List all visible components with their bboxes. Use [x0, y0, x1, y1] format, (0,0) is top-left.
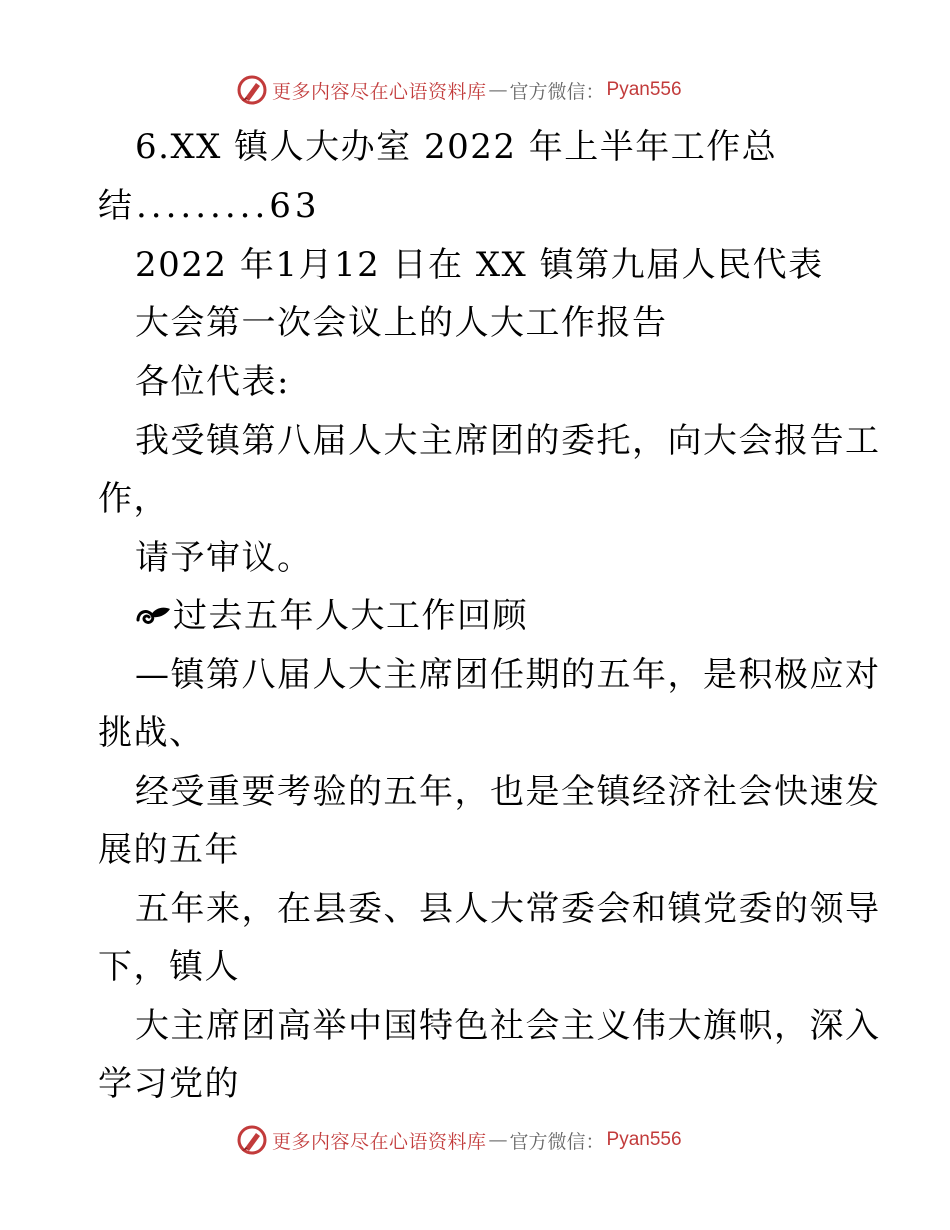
paragraph-line: 大主席团高举中国特色社会主义伟大旗帜，深入: [135, 1006, 881, 1046]
paragraph-line: —镇第八届人大主席团任期的五年，是积极应对: [135, 655, 881, 695]
footer-watermark: [236, 1122, 682, 1158]
paragraph-line: 挑战、: [98, 713, 205, 753]
toc-entry-line-1: 6.XX 镇人大办室 2022 年上半年工作总: [135, 127, 778, 167]
report-title-line-1: 2022 年1月12 日在 XX 镇第九届人民代表: [135, 245, 824, 285]
section-heading-text: 过去五年人大工作回顾: [173, 596, 528, 636]
fleuron-bullet-icon: [135, 600, 173, 630]
watermark-main-text: 更多内容尽在心语资料库: [272, 1130, 487, 1153]
watermark-main-text: 更多内容尽在心语资料库: [272, 80, 487, 103]
salutation: 各位代表:: [135, 362, 290, 402]
paragraph-line: 下，镇人: [98, 947, 240, 987]
paragraph-line: 学习党的: [98, 1064, 240, 1104]
paragraph-line: 展的五年: [98, 830, 240, 870]
paragraph-line: 五年来，在县委、县人大常委会和镇党委的领导: [135, 889, 881, 929]
watermark-account: Pyan556: [606, 1129, 682, 1150]
watermark-dash: —: [488, 79, 508, 101]
header-watermark: [236, 72, 682, 108]
paragraph-line: 我受镇第八届人大主席团的委托，向大会报告工: [135, 421, 881, 461]
pen-nib-logo-icon: [236, 74, 268, 106]
paragraph-line: 作，: [98, 479, 169, 519]
toc-entry-line-2: 结.........63: [98, 186, 321, 226]
watermark-account: Pyan556: [606, 79, 682, 100]
watermark-dash: —: [488, 1129, 508, 1151]
paragraph-line: 经受重要考验的五年，也是全镇经济社会快速发: [135, 772, 881, 812]
section-heading: [135, 596, 528, 636]
report-title-line-2: 大会第一次会议上的人大工作报告: [135, 303, 668, 343]
pen-nib-logo-icon: [236, 1124, 268, 1156]
watermark-label: 官方微信：: [509, 1130, 605, 1153]
paragraph-line: 请予审议。: [135, 538, 313, 578]
watermark-label: 官方微信：: [509, 80, 605, 103]
